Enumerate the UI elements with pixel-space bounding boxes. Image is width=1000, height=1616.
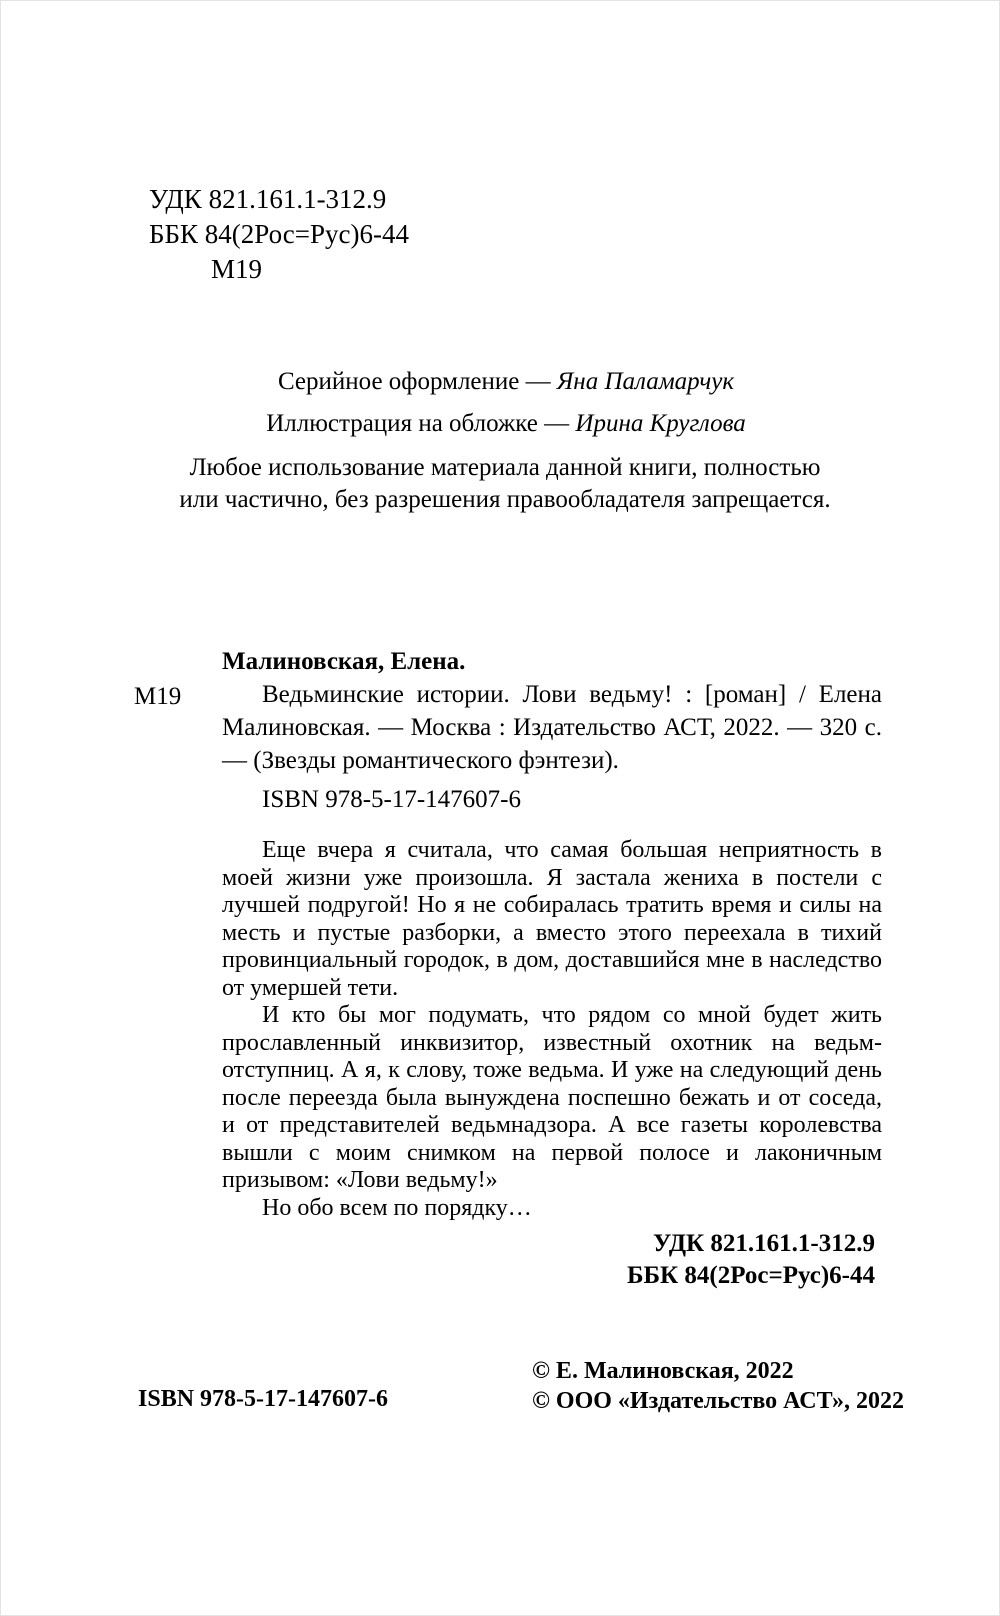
- annotation-paragraph-3: Но обо всем по порядку…: [262, 1194, 532, 1221]
- catalog-isbn: ISBN 978-5-17-147607-6: [262, 786, 522, 813]
- annotation-paragraph-1: Еще вчера я считала, что самая большая неприятность в моей жизни уже произошла. Я застала жениха в постели с лучшей подругой! Но я не собиралась тратить время и силы на месть и пустые разборки, а вместо этого переехала в тихий провинциальный городок, в дом, доставшийся мне в наследство от умершей тети.: [222, 837, 882, 1001]
- catalog-author-code: М19: [134, 683, 182, 710]
- cover-illustrator-name: Ирина Круглова: [575, 410, 746, 437]
- catalog-author: Малиновская, Елена.: [222, 648, 466, 675]
- bottom-classification-block: [627, 1228, 875, 1292]
- series-design-label: Серийное оформление —: [277, 368, 557, 395]
- author-sign-code: М19: [211, 254, 263, 284]
- classification-block: [149, 182, 409, 287]
- bbk-code: ББК 84(2Рос=Рус)6-44: [149, 219, 409, 249]
- copyright-block: [532, 1356, 904, 1416]
- cover-illustration-credit: [6, 410, 1000, 438]
- rights-notice: Любое использование материала данной книги, полностью или частично, без разрешения правообладателя запрещается.: [179, 454, 831, 513]
- bottom-bbk-code: ББК 84(2Рос=Рус)6-44: [627, 1262, 875, 1289]
- cover-illustration-label: Иллюстрация на обложке —: [266, 410, 576, 437]
- footer-isbn: ISBN 978-5-17-147607-6: [138, 1386, 388, 1412]
- copyright-publisher-line: © ООО «Издательство АСТ», 2022: [532, 1388, 905, 1414]
- bibliographic-description: Ведьминские истории. Лови ведьму! : [роман] / Елена Малиновская. — Москва : Издательство АСТ, 2022. — 320 с. — (Звезды романтического фэнтези).: [222, 681, 882, 774]
- udk-code: УДК 821.161.1-312.9: [149, 184, 387, 214]
- annotation-paragraph-2: И кто бы мог подумать, что рядом со мной будет жить прославленный инквизитор, известный охотник на ведьм-отступниц. А я, к слову, тоже ведьма. И уже на следующий день после переезда была вынуждена поспешно бежать и от соседа, и от представителей ведьмнадзора. А все газеты королевства вышли с моим снимком на первой полосе и лаконичным призывом: «Лови ведьму!»: [222, 1002, 882, 1193]
- copyright-author-line: © Е. Малиновская, 2022: [532, 1358, 794, 1384]
- catalog-card: [134, 645, 882, 1222]
- series-designer-name: Яна Паламарчук: [556, 368, 735, 395]
- series-design-credit: [6, 368, 1000, 396]
- annotation: [222, 837, 882, 1222]
- bottom-udk-code: УДК 821.161.1-312.9: [653, 1230, 875, 1257]
